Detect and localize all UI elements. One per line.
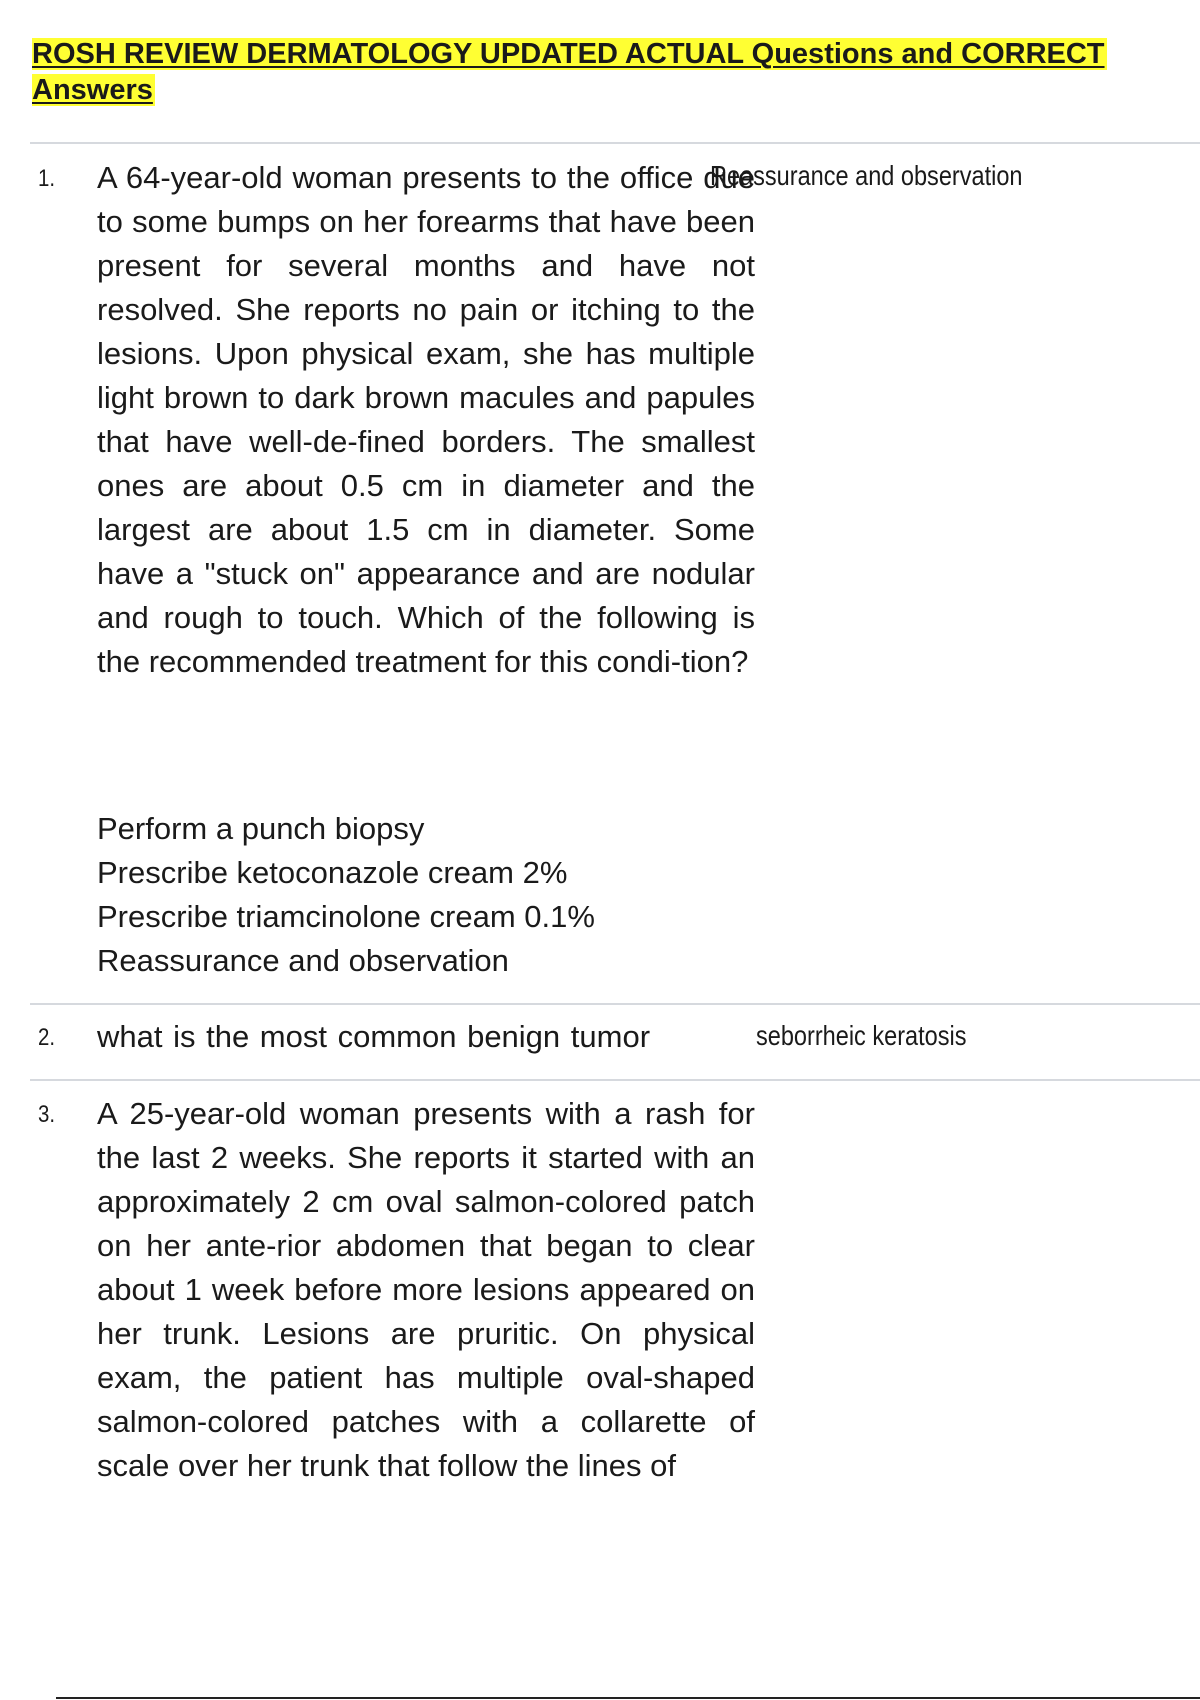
question-2-text: what is the most common benign tumor: [97, 1019, 651, 1054]
question-1-choices: [97, 807, 797, 983]
question-1-text: A 64-year-old woman presents to the office due to some bumps on her forearms that have been present for several months and have not resolved. She reports no pain or itching to the lesions. Upon physical exam, she has multiple light brown to dark brown macules and papules that have well-de-fined borders. The smallest ones are about 0.5 cm in diameter and the largest are about 1.5 cm in diameter. Some have a "stuck on" appearance and are nodular and rough to touch. Which of the following is the recommended treatment for this condi-tion?: [97, 160, 755, 679]
divider-1: [30, 1003, 1200, 1005]
question-1-answer: Reassurance and observation: [710, 160, 1023, 191]
choice-1: Perform a punch biopsy: [97, 811, 425, 846]
question-1-number: 1.: [38, 165, 56, 192]
choice-4: Reassurance and observation: [97, 943, 509, 978]
document-title: [32, 36, 1132, 108]
question-3-text: A 25-year-old woman presents with a rash for the last 2 weeks. She reports it started with an approximately 2 cm oval salmon-colored patch on her ante-rior abdomen that began to clear about 1 week before more lesions appeared on her trunk. Lesions are pruritic. On physical exam, the patient has multiple oval-shaped salmon-colored patches with a collarette of scale over her trunk that follow the lines of: [97, 1096, 755, 1483]
choice-3: Prescribe triamcinolone cream 0.1%: [97, 899, 595, 934]
divider-2: [30, 1079, 1200, 1081]
document-title-text: ROSH REVIEW DERMATOLOGY UPDATED ACTUAL Questions and CORRECT Answers: [32, 38, 1105, 106]
divider-top: [30, 142, 1200, 144]
question-2-answer: seborrheic keratosis: [756, 1020, 967, 1051]
page-bottom-rule: [56, 1697, 1200, 1699]
question-3-number: 3.: [38, 1101, 56, 1128]
question-2-number: 2.: [38, 1024, 56, 1051]
choice-2: Prescribe ketoconazole cream 2%: [97, 855, 568, 890]
